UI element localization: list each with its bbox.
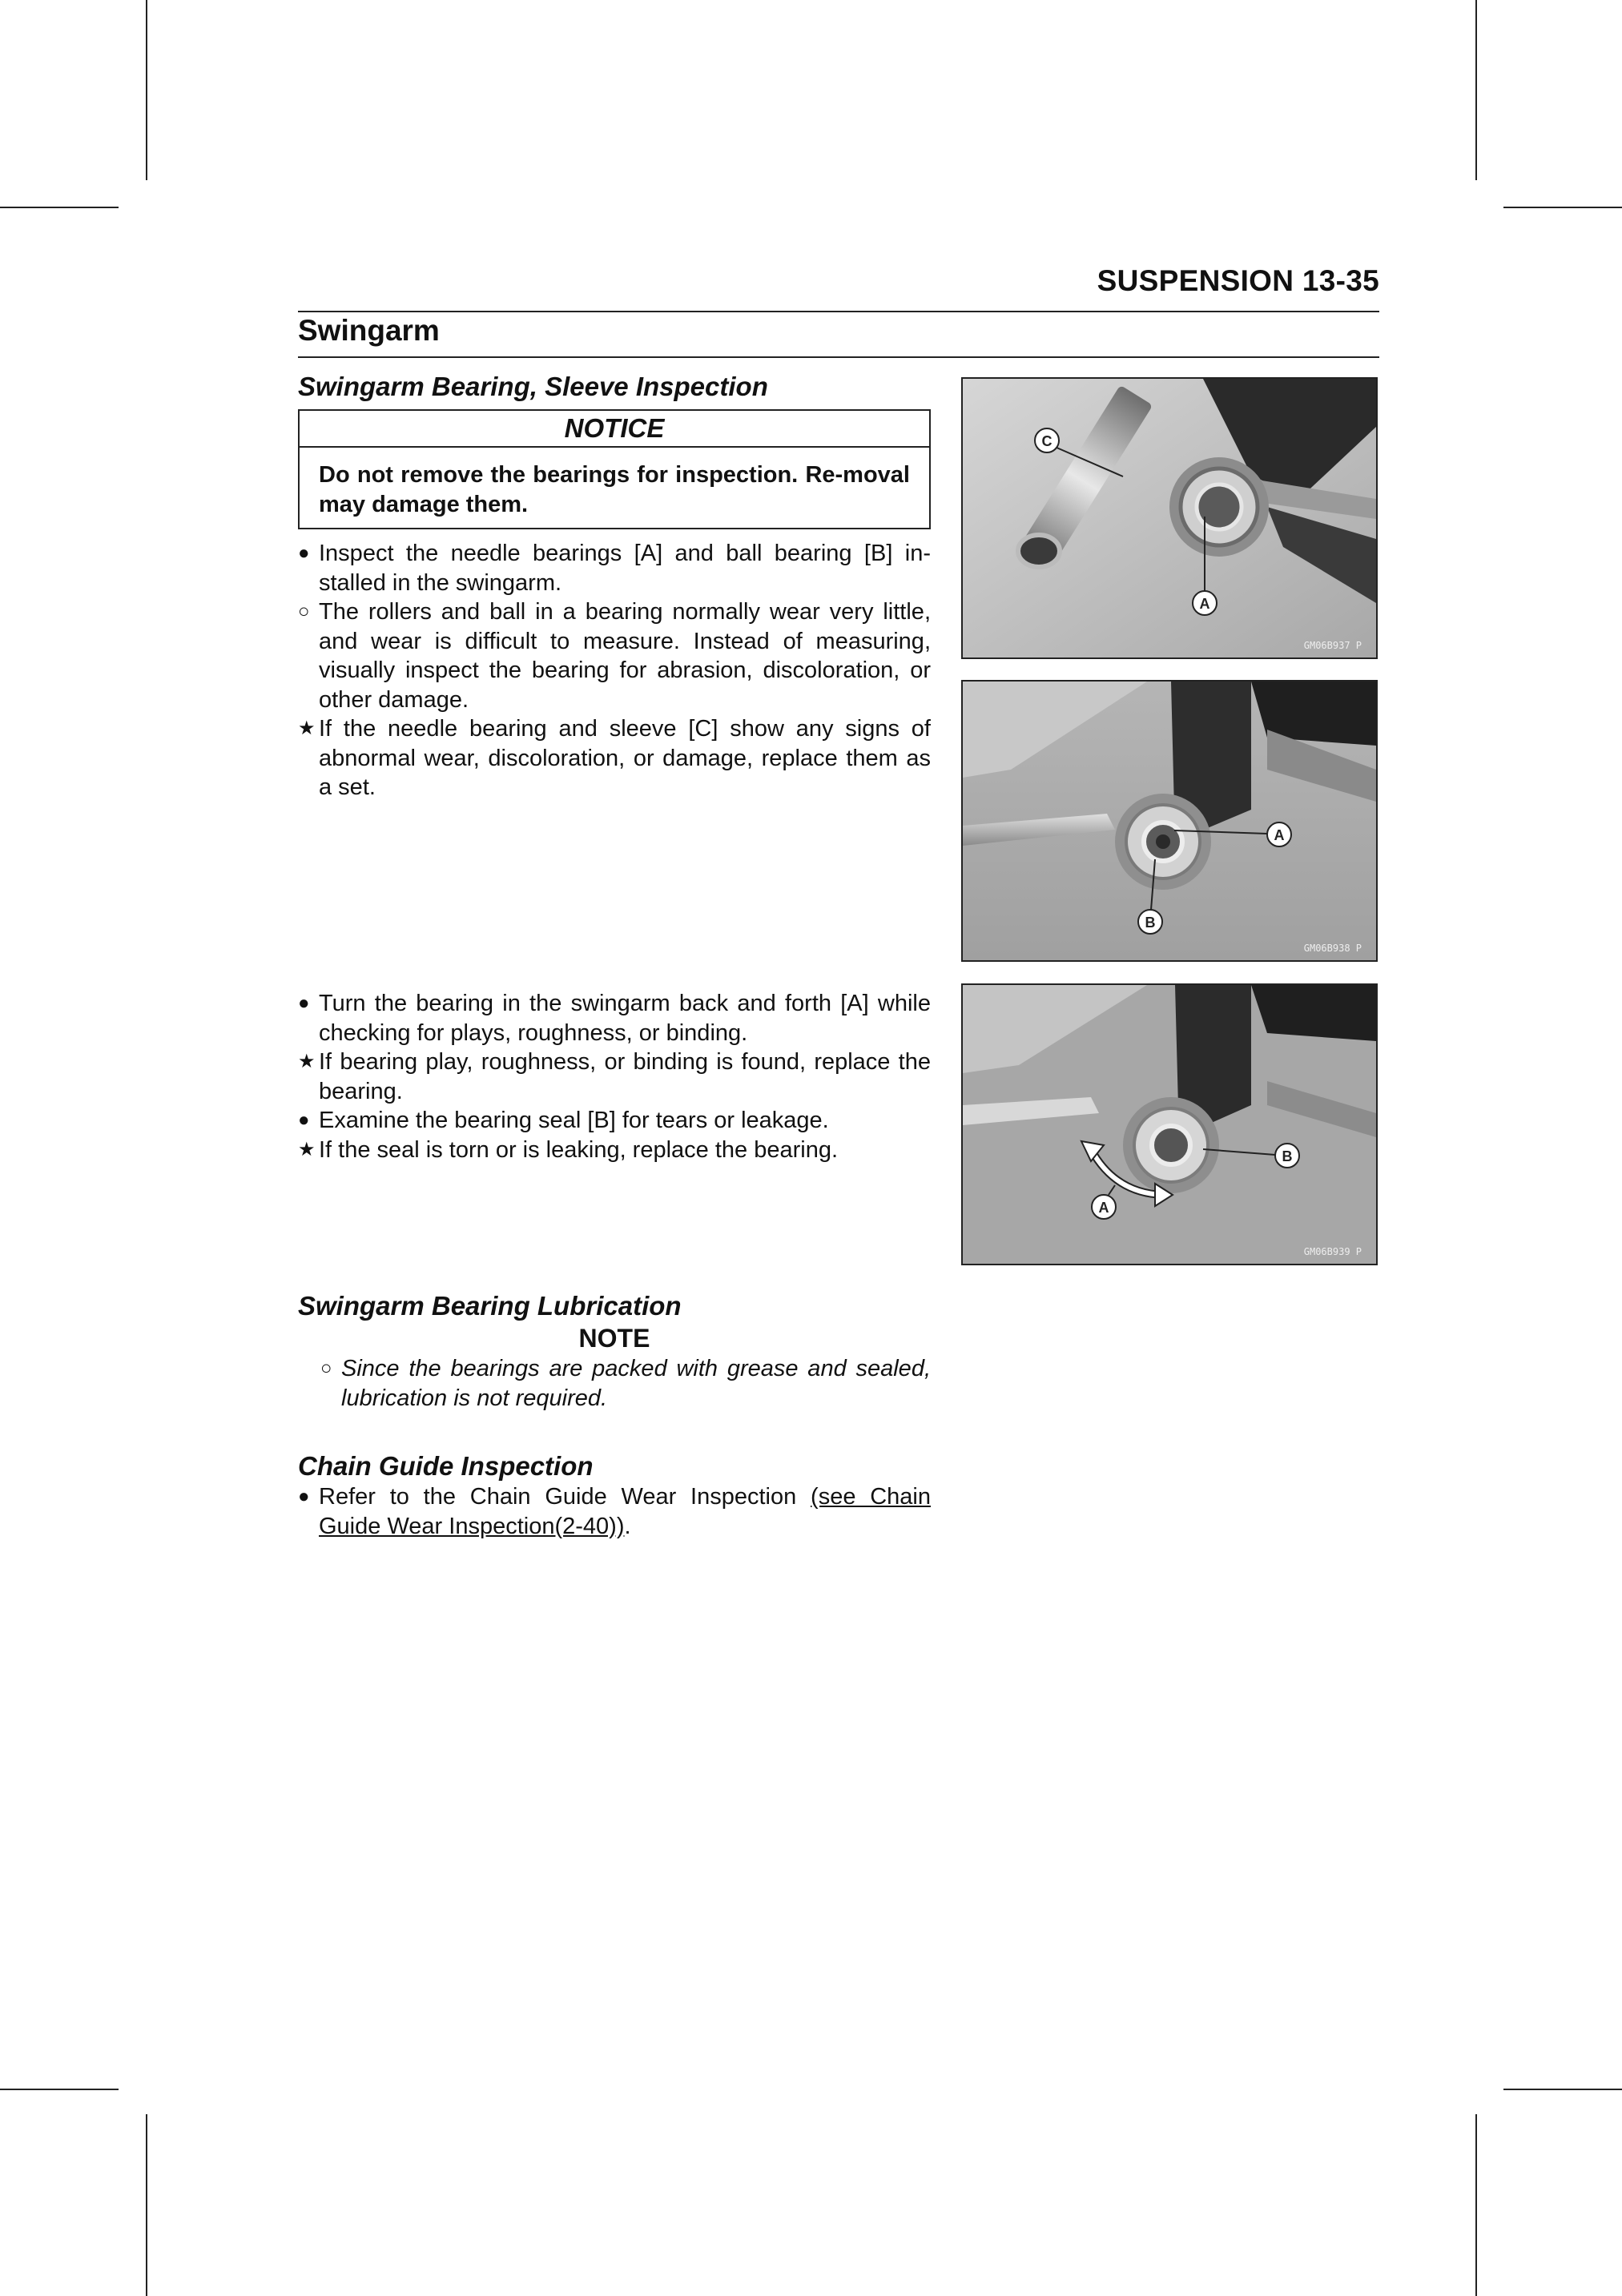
- lubrication-block: [298, 1290, 931, 1413]
- list-item: [298, 597, 931, 714]
- list-item: [298, 714, 931, 802]
- item-text: If the needle bearing and sleeve [C] show any signs of abnormal wear, discoloration, or damage, replace them as a set.: [319, 716, 931, 800]
- bearing-inspection-block: [298, 371, 931, 802]
- section-title: Swingarm: [298, 314, 440, 347]
- figure-code: GM06B939 P: [1303, 1246, 1362, 1257]
- figure-code: GM06B937 P: [1303, 640, 1362, 651]
- list-item: [298, 539, 931, 597]
- item-suffix: .: [624, 1513, 631, 1539]
- item-text: Turn the bearing in the swingarm back and forth [A] while checking for plays, roughness, or binding.: [319, 991, 931, 1046]
- item-text: If the seal is torn or is leaking, replace the bearing.: [319, 1136, 839, 1163]
- notice-box: [298, 409, 931, 529]
- list-item: [298, 1482, 931, 1541]
- lubrication-heading: Swingarm Bearing Lubrication: [298, 1291, 682, 1321]
- cross-reference-link[interactable]: (see Chain Guide Wear Inspection(2-40)): [319, 1484, 931, 1539]
- star-marker: ★: [298, 1138, 316, 1160]
- bullet-marker: ●: [298, 992, 310, 1014]
- sub-marker: ○: [298, 601, 310, 622]
- note-label: NOTE: [578, 1324, 650, 1353]
- header-rule: [298, 311, 1379, 312]
- list-item: [298, 1136, 931, 1165]
- note-item: [298, 1354, 931, 1413]
- crop-mark: [146, 0, 147, 180]
- item-text: Examine the bearing seal [B] for tears or leakage.: [319, 1108, 829, 1133]
- figure-sleeve-and-bearing: [961, 377, 1378, 659]
- chain-guide-heading: Chain Guide Inspection: [298, 1451, 594, 1481]
- star-marker: ★: [298, 1051, 316, 1072]
- item-text: If bearing play, roughness, or binding is found, replace the bearing.: [319, 1049, 931, 1104]
- bearing-inspection-heading: Swingarm Bearing, Sleeve Inspection: [298, 372, 768, 401]
- chain-guide-block: [298, 1450, 931, 1541]
- photo-bearing-closeup: [963, 682, 1376, 960]
- callout-a: A: [1199, 596, 1210, 612]
- item-text: The rollers and ball in a bearing normally wear very little, and wear is difficult to measure. Instead of measuring, visually inspect the bearing for abrasion, discoloration, or other damage.: [319, 599, 931, 713]
- photo-sleeve-bearing: [963, 379, 1376, 657]
- crop-mark: [1475, 0, 1477, 180]
- section-rule: [298, 356, 1379, 358]
- crop-mark: [1475, 2114, 1477, 2296]
- crop-mark: [1503, 207, 1622, 208]
- star-marker: ★: [298, 718, 316, 739]
- callout-a: A: [1274, 827, 1285, 843]
- bearing-play-block: [298, 989, 931, 1164]
- notice-text: Do not remove the bearings for inspection. Re-moval may damage them.: [319, 462, 910, 517]
- list-item: [298, 1106, 931, 1136]
- item-text: Refer to the Chain Guide Wear Inspection: [319, 1484, 811, 1510]
- crop-mark: [0, 2089, 119, 2090]
- notice-label: NOTICE: [300, 411, 929, 448]
- note-text: Since the bearings are packed with grease and sealed, lubrication is not required.: [341, 1356, 931, 1411]
- page-title: SUSPENSION 13-35: [1097, 264, 1379, 297]
- bullet-marker: ●: [298, 1486, 310, 1507]
- sub-marker: ○: [320, 1357, 332, 1379]
- bullet-marker: ●: [298, 542, 310, 564]
- callout-c: C: [1041, 433, 1052, 449]
- figure-needle-and-ball-bearing: [961, 680, 1378, 962]
- figure-code: GM06B938 P: [1303, 943, 1362, 954]
- photo-bearing-rotation: [963, 985, 1376, 1264]
- list-item: [298, 1047, 931, 1106]
- crop-mark: [146, 2114, 147, 2296]
- figure-bearing-rotation: [961, 983, 1378, 1265]
- bullet-marker: ●: [298, 1109, 310, 1131]
- callout-a: A: [1098, 1200, 1109, 1216]
- item-text: Inspect the needle bearings [A] and ball bearing [B] in-stalled in the swingarm.: [319, 541, 931, 596]
- callout-b: B: [1282, 1148, 1293, 1164]
- crop-mark: [0, 207, 119, 208]
- crop-mark: [1503, 2089, 1622, 2090]
- page-header: [298, 264, 1379, 312]
- list-item: [298, 989, 931, 1047]
- callout-b: B: [1145, 915, 1156, 931]
